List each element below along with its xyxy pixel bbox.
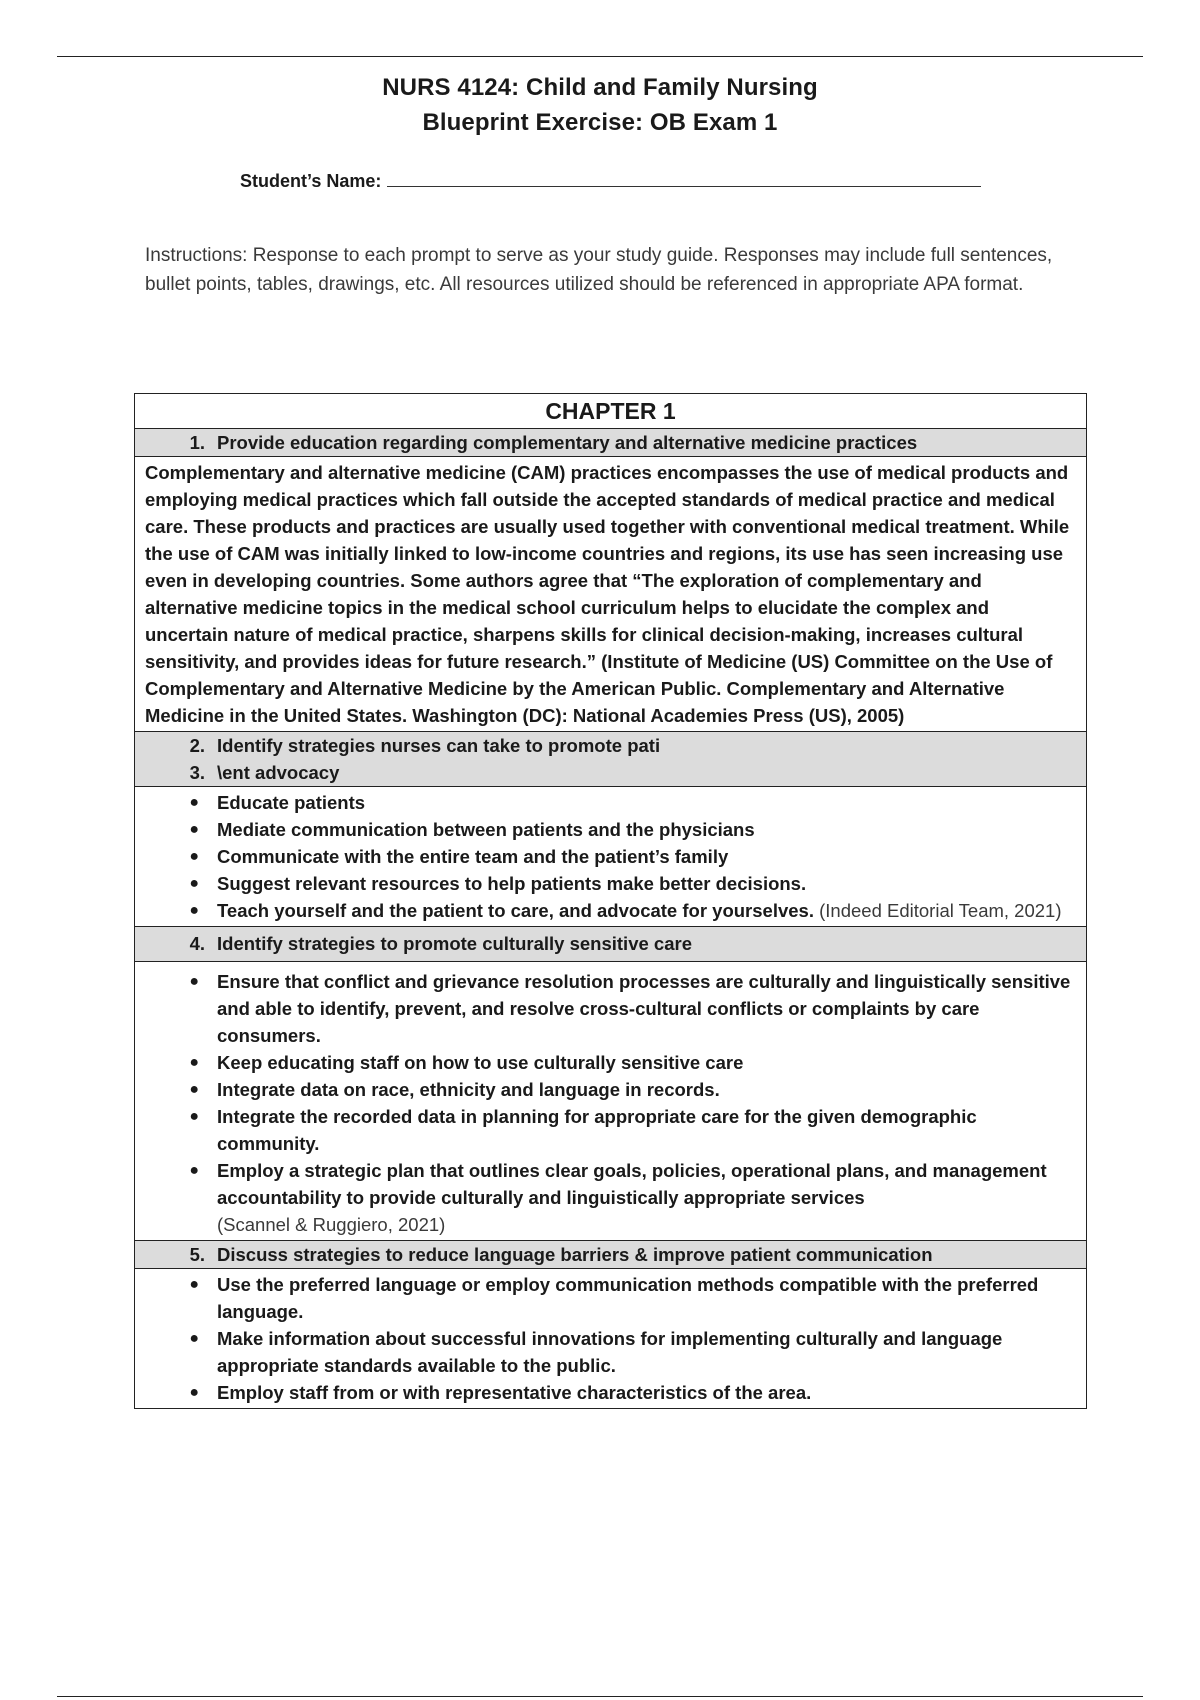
list-item: ● Educate patients <box>189 792 366 813</box>
prompt-2 <box>135 732 1087 787</box>
list-item: ● Mediate communication between patients and the physicians <box>189 819 755 840</box>
list-item: ● Integrate the recorded data in planning for appropriate care for the given demographic community. <box>189 1106 977 1154</box>
prompt-4-text: Identify strategies to promote culturally sensitive care <box>217 933 692 954</box>
response-1: Complementary and alternative medicine (CAM) practices encompasses the use of medical products and employing medical practices which fall outside the accepted standards of medical practice and medical care. These products and practices are usually used together with conventional medical treatment. While the use of CAM was initially linked to low-income countries and regions, its use has seen increasing use even in developing countries. Some authors agree that “The exploration of complementary and alternative medicine topics in the medical school curriculum helps to elucidate the complex and uncertain nature of medical practice, sharpens skills for clinical decision-making, increases cultural sensitivity, and provides ideas for future research.” (Institute of Medicine (US) Committee on the Use of Complementary and Alternative Medicine by the American Public. Complementary and Alternative Medicine in the United States. Washington (DC): National Academies Press (US), 2005) <box>135 457 1087 732</box>
prompt-2-row <box>135 732 1087 787</box>
response-4-row <box>135 962 1087 1241</box>
top-rule <box>57 56 1143 57</box>
response-5-row <box>135 1269 1087 1409</box>
chapter-title: CHAPTER 1 <box>135 394 1087 429</box>
list-item: ● Employ a strategic plan that outlines clear goals, policies, operational plans, and management accountability to provide culturally and linguistically appropriate services (Scannel & Ruggiero, 2021) <box>189 1160 1047 1235</box>
prompt-5-row <box>135 1241 1087 1269</box>
prompt-4-number: 4. <box>189 933 205 954</box>
prompt-1-row <box>135 429 1087 457</box>
citation: (Scannel & Ruggiero, 2021) <box>217 1214 446 1235</box>
list-item: ● Make information about successful innovations for implementing culturally and language appropriate standards available to the public. <box>189 1328 1003 1376</box>
list-item: ● Integrate data on race, ethnicity and language in records. <box>189 1079 720 1100</box>
blueprint-table <box>134 393 1087 1409</box>
prompt-3-text: \ent advocacy <box>217 762 340 783</box>
response-2-row <box>135 787 1087 927</box>
response-4-list <box>135 962 1087 1241</box>
instructions: Instructions: Response to each prompt to serve as your study guide. Responses may include full sentences, bullet points, tables, drawings, etc. All resources utilized should be referenced in appropriate APA format. <box>145 245 1053 295</box>
response-1-row <box>135 457 1087 732</box>
prompt-5-number: 5. <box>189 1244 205 1265</box>
list-item: ● Suggest relevant resources to help patients make better decisions. <box>189 873 807 894</box>
response-2-list <box>135 787 1087 927</box>
list-item: ● Teach yourself and the patient to care, and advocate for yourselves. (Indeed Editorial Team, 2021) <box>189 900 1062 921</box>
prompt-2-number: 2. <box>189 735 205 756</box>
course-title: NURS 4124: Child and Family Nursing <box>382 74 818 101</box>
prompt-3-number: 3. <box>189 762 205 783</box>
prompt-5-text: Discuss strategies to reduce language barriers & improve patient communication <box>217 1244 933 1265</box>
prompt-1 <box>135 429 1087 457</box>
chapter-header-row <box>135 394 1087 429</box>
list-item: ● Communicate with the entire team and the patient’s family <box>189 846 729 867</box>
student-name-label: Student’s Name: <box>240 171 382 191</box>
student-name-line <box>240 171 981 192</box>
exercise-title: Blueprint Exercise: OB Exam 1 <box>422 109 778 136</box>
prompt-5 <box>135 1241 1087 1269</box>
citation: (Indeed Editorial Team, 2021) <box>819 900 1062 921</box>
prompt-1-number: 1. <box>189 432 205 453</box>
bottom-rule <box>57 1696 1143 1697</box>
prompt-4-row <box>135 927 1087 962</box>
response-5-list <box>135 1269 1087 1409</box>
list-item: ● Use the preferred language or employ communication methods compatible with the preferred language. <box>189 1274 1039 1322</box>
prompt-2-text: Identify strategies nurses can take to promote pati <box>217 735 661 756</box>
prompt-1-text: Provide education regarding complementary and alternative medicine practices <box>217 432 918 453</box>
list-item: ● Employ staff from or with representative characteristics of the area. <box>189 1382 812 1403</box>
prompt-4 <box>135 927 1087 962</box>
list-item: ● Keep educating staff on how to use culturally sensitive care <box>189 1052 744 1073</box>
student-name-field[interactable] <box>387 172 981 187</box>
list-item: ● Ensure that conflict and grievance resolution processes are culturally and linguistically sensitive and able to identify, prevent, and resolve cross-cultural conflicts or complaints by care consumers. <box>189 971 1071 1046</box>
